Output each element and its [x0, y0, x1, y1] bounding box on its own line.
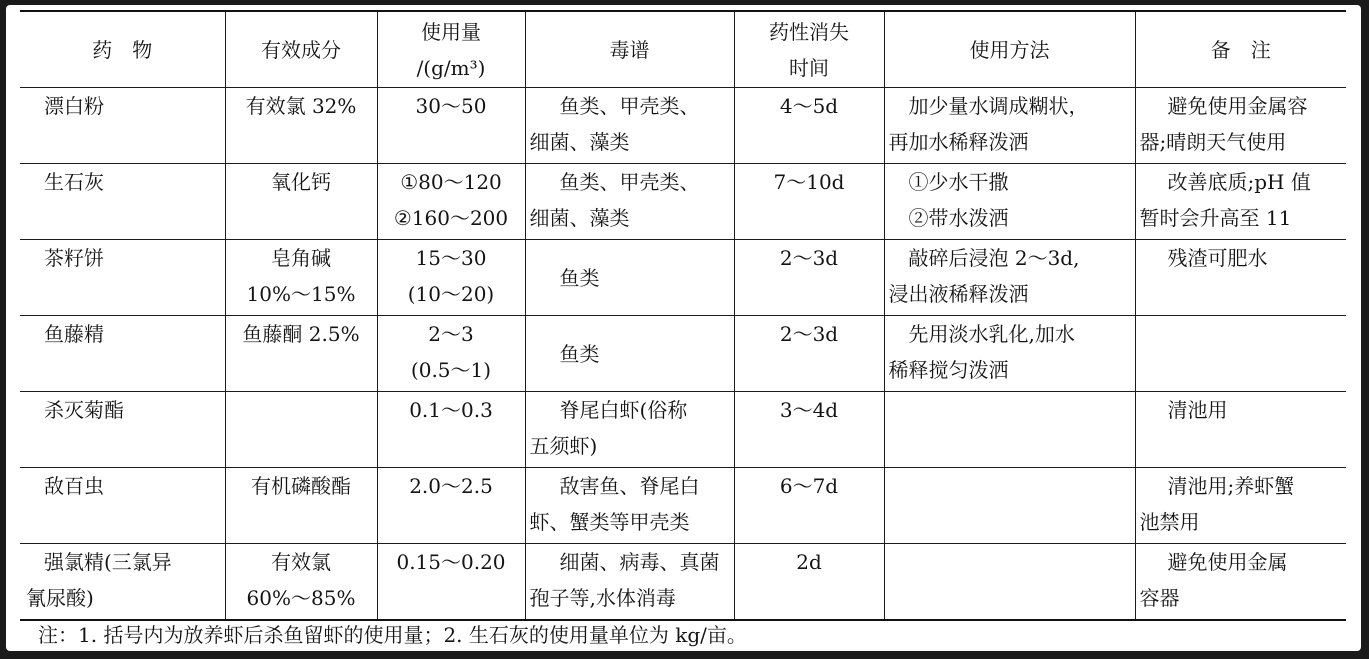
cell-duration: 3～4d: [734, 392, 884, 468]
table-footnote: 注：1. 括号内为放养虾后杀鱼留虾的使用量；2. 生石灰的使用量单位为 kg/亩。: [38, 623, 747, 647]
cell-duration: 2d: [734, 544, 884, 621]
cell-duration: 7～10d: [734, 164, 884, 240]
table-row: [20, 88, 1346, 164]
table-row: [20, 164, 1346, 240]
cell-toxicity: 鱼类: [525, 316, 734, 392]
header-toxicity: 毒谱: [525, 11, 734, 88]
header-remarks: 备 注: [1135, 11, 1346, 88]
cell-ingredient: [225, 392, 377, 468]
cell-dosage: 0.1～0.3: [377, 392, 525, 468]
cell-remarks: [1135, 316, 1346, 392]
cell-toxicity: 鱼类、甲壳类、 细菌、藻类: [525, 164, 734, 240]
document-page: [6, 5, 1361, 651]
cell-method: ①少水干撒 ②带水泼洒: [884, 164, 1135, 240]
cell-toxicity: 鱼类: [525, 240, 734, 316]
cell-drug: 鱼藤精: [20, 316, 225, 392]
cell-toxicity: 敌害鱼、脊尾白 虾、蟹类等甲壳类: [525, 468, 734, 544]
cell-toxicity: 细菌、病毒、真菌 孢子等,水体消毒: [525, 544, 734, 621]
cell-method: [884, 468, 1135, 544]
header-drug: 药 物: [20, 11, 225, 88]
header-ingredient: 有效成分: [225, 11, 377, 88]
cell-ingredient: 皂角碱 10%～15%: [225, 240, 377, 316]
cell-remarks: 避免使用金属容 器;晴朗天气使用: [1135, 88, 1346, 164]
cell-duration: 6～7d: [734, 468, 884, 544]
header-dosage: 使用量 /(g/m³): [377, 11, 525, 88]
cell-ingredient: 有效氯 32%: [225, 88, 377, 164]
header-method: 使用方法: [884, 11, 1135, 88]
cell-method: [884, 544, 1135, 621]
cell-dosage: ①80～120 ②160～200: [377, 164, 525, 240]
cell-drug: 生石灰: [20, 164, 225, 240]
cell-method: 敲碎后浸泡 2～3d, 浸出液稀释泼洒: [884, 240, 1135, 316]
cell-method: [884, 392, 1135, 468]
cell-drug: 茶籽饼: [20, 240, 225, 316]
cell-drug: 敌百虫: [20, 468, 225, 544]
cell-duration: 2～3d: [734, 240, 884, 316]
cell-method: 加少量水调成糊状， 再加水稀释泼洒: [884, 88, 1135, 164]
cell-dosage: 2～3 (0.5～1): [377, 316, 525, 392]
cell-remarks: 清池用;养虾蟹 池禁用: [1135, 468, 1346, 544]
cell-drug: 强氯精(三氯异 氰尿酸): [20, 544, 225, 621]
cell-method: 先用淡水乳化,加水 稀释搅匀泼洒: [884, 316, 1135, 392]
cell-dosage: 15～30 (10～20): [377, 240, 525, 316]
pesticide-table: [20, 10, 1346, 621]
cell-ingredient: 有效氯 60%～85%: [225, 544, 377, 621]
table-row: [20, 544, 1346, 621]
table-row: [20, 240, 1346, 316]
cell-duration: 2～3d: [734, 316, 884, 392]
cell-dosage: 2.0～2.5: [377, 468, 525, 544]
cell-drug: 漂白粉: [20, 88, 225, 164]
cell-dosage: 0.15～0.20: [377, 544, 525, 621]
cell-remarks: 改善底质;pH 值 暂时会升高至 11: [1135, 164, 1346, 240]
cell-ingredient: 鱼藤酮 2.5%: [225, 316, 377, 392]
cell-duration: 4～5d: [734, 88, 884, 164]
cell-ingredient: 氧化钙: [225, 164, 377, 240]
cell-remarks: 清池用: [1135, 392, 1346, 468]
header-duration: 药性消失 时间: [734, 11, 884, 88]
cell-drug: 杀灭菊酯: [20, 392, 225, 468]
cell-toxicity: 脊尾白虾(俗称 五须虾): [525, 392, 734, 468]
table-row: [20, 468, 1346, 544]
cell-ingredient: 有机磷酸酯: [225, 468, 377, 544]
table-row: [20, 392, 1346, 468]
cell-remarks: 避免使用金属 容器: [1135, 544, 1346, 621]
cell-dosage: 30～50: [377, 88, 525, 164]
cell-toxicity: 鱼类、甲壳类、 细菌、藻类: [525, 88, 734, 164]
table-row: [20, 316, 1346, 392]
cell-remarks: 残渣可肥水: [1135, 240, 1346, 316]
header-row: [20, 11, 1346, 88]
